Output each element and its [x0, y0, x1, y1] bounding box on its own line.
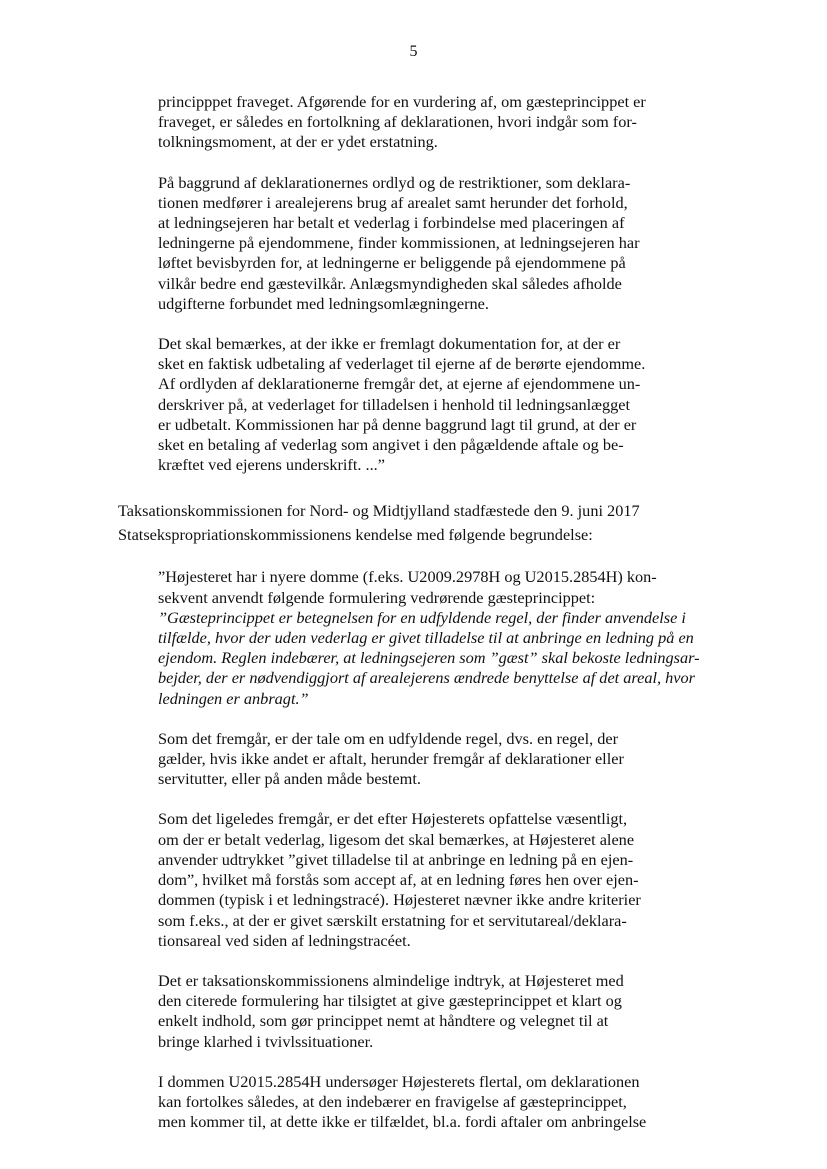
text-line: bringe klarhed i tvivlssituationer.: [158, 1031, 374, 1051]
paragraph: [158, 92, 706, 153]
italic-quote-line: bejder, der er nødvendiggjort af arealejerens ændrede benyttelse af det areal, hvor: [158, 668, 696, 688]
paragraph: [158, 173, 706, 314]
text-line: På baggrund af deklarationernes ordlyd og de restriktioner, som deklara-: [158, 172, 631, 192]
text-line: Som det fremgår, er der tale om en udfyldende regel, dvs. en regel, der: [158, 728, 619, 748]
text-line: anvender udtrykket ”givet tilladelse til at anbringe en ledning på en ejen-: [158, 849, 634, 869]
paragraph: [158, 1072, 706, 1133]
text-line: Statsekspropriationskommissionens kendelse med følgende begrundelse:: [118, 525, 593, 545]
text-line: principppet fraveget. Afgørende for en vurdering af, om gæsteprincippet er: [158, 92, 646, 111]
text-line: kræftet ved ejerens underskrift. ...”: [158, 455, 385, 475]
text-line: er udbetalt. Kommissionen har på denne baggrund lagt til grund, at der er: [158, 414, 637, 434]
italic-quote-line: tilfælde, hvor der uden vederlag er givet tilladelse til at anbringe en ledning på en: [158, 628, 694, 648]
text-line: sekvent anvendt følgende formulering vedrørende gæsteprincippet:: [158, 587, 596, 607]
text-line: tionsareal ved siden af ledningstracéet.: [158, 930, 411, 950]
body-paragraph: [118, 499, 710, 547]
text-line: Af ordlyden af deklarationerne fremgår det, at ejerne af ejendommene un-: [158, 374, 641, 394]
text-line: at ledningsejeren har betalt et vederlag i forbindelse med placeringen af: [158, 213, 625, 233]
page-number: 5: [409, 43, 418, 60]
text-line: udgifterne forbundet med ledningsomlægningerne.: [158, 293, 489, 313]
text-line: Taksationskommissionen for Nord- og Midtjylland stadfæstede den 9. juni 2017: [118, 501, 640, 521]
text-line: kan fortolkes således, at den indebærer en fravigelse af gæsteprincippet,: [158, 1091, 627, 1111]
italic-quote-line: ledningen er anbragt.”: [158, 688, 309, 708]
paragraph: [158, 567, 706, 708]
text-line: servitutter, eller på anden måde bestemt.: [158, 769, 421, 789]
text-line: derskriver på, at vederlaget for tilladelsen i henhold til ledningsanlægget: [158, 394, 631, 414]
paragraph: [158, 334, 706, 475]
text-line: som f.eks., at der er givet særskilt erstatning for et servitutareal/deklara-: [158, 910, 627, 930]
text-line: om der er betalt vederlag, ligesom det skal bemærkes, at Højesteret alene: [158, 829, 635, 849]
text-line: sket en faktisk udbetaling af vederlaget til ejerne af de berørte ejendomme.: [158, 354, 646, 374]
text-line: tionen medfører i arealejerens brug af arealet samt herunder det forhold,: [158, 192, 628, 212]
italic-quote-line: ”Gæsteprincippet er betegnelsen for en udfyldende regel, der finder anvendelse i: [158, 607, 686, 627]
text-line: enkelt indhold, som gør princippet nemt at håndtere og velegnet til at: [158, 1011, 609, 1031]
text-line: ”Højesteret har i nyere domme (f.eks. U2009.2978H og U2015.2854H) kon-: [158, 567, 657, 587]
paragraph: [158, 809, 706, 950]
document-body: [118, 92, 710, 1152]
text-line: Som det ligeledes fremgår, er det efter Højesterets opfattelse væsentligt,: [158, 809, 628, 829]
text-line: Det skal bemærkes, at der ikke er fremlagt dokumentation for, at der er: [158, 334, 621, 354]
text-line: I dommen U2015.2854H undersøger Højesterets flertal, om deklarationen: [158, 1071, 640, 1091]
italic-quote-line: ejendom. Reglen indebærer, at ledningsejeren som ”gæst” skal bekoste ledningsar-: [158, 648, 700, 668]
text-line: sket en betaling af vederlag som angivet i den pågældende aftale og be-: [158, 435, 624, 455]
text-line: dom”, hvilket må forstås som accept af, at en ledning føres hen over ejen-: [158, 870, 639, 890]
text-line: løftet bevisbyrden for, at ledningerne er beliggende på ejendommene på: [158, 253, 626, 273]
text-line: tolkningsmoment, at der er ydet erstatning.: [158, 132, 438, 152]
text-line: Det er taksationskommissionens almindelige indtryk, at Højesteret med: [158, 970, 624, 990]
quote-block-commission: [158, 92, 706, 475]
text-line: men kommer til, at dette ikke er tilfældet, bl.a. fordi aftaler om anbringelse: [158, 1112, 647, 1132]
text-line: den citerede formulering har tilsigtet at give gæsteprincippet et klart og: [158, 991, 622, 1011]
paragraph: [158, 971, 706, 1052]
text-line: dommen (typisk i et ledningstracé). Højesteret nævner ikke andre kriterier: [158, 890, 641, 910]
paragraph: [158, 729, 706, 790]
text-line: gælder, hvis ikke andet er aftalt, herunder fremgår af deklarationer eller: [158, 749, 624, 769]
text-line: fraveget, er således en fortolkning af deklarationen, hvori indgår som for-: [158, 112, 637, 132]
text-line: ledningerne på ejendommene, finder kommissionen, at ledningsejeren har: [158, 233, 640, 253]
quote-block-supreme-court: [158, 567, 706, 1132]
text-line: vilkår bedre end gæstevilkår. Anlægsmyndigheden skal således afholde: [158, 273, 622, 293]
